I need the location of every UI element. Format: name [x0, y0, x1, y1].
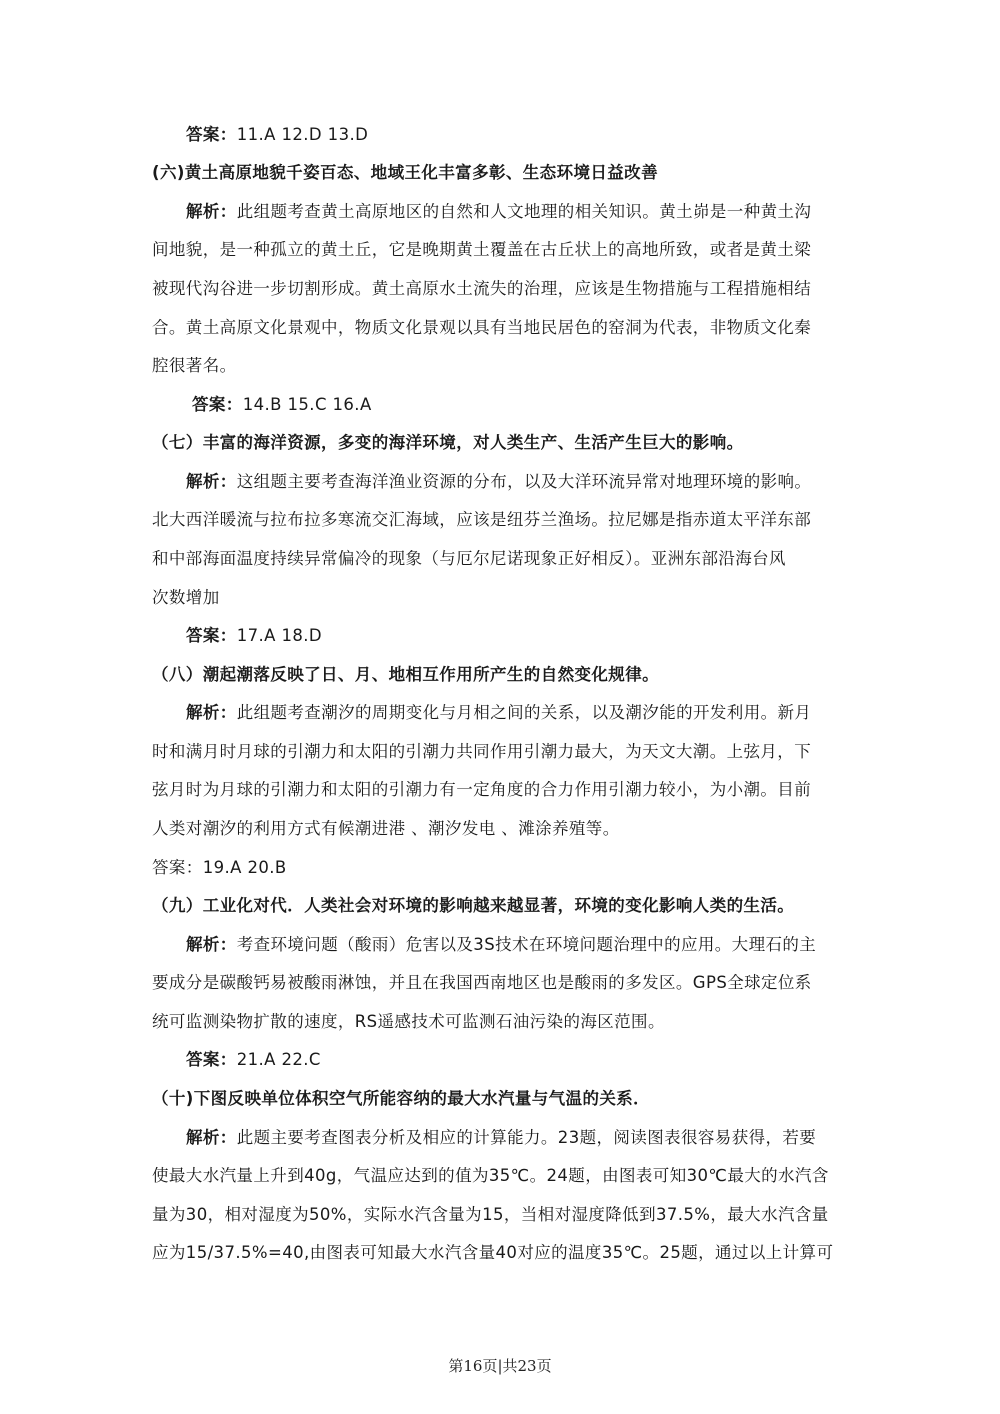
analysis-10-line-1 — [186, 1127, 816, 1149]
analysis-7-line-1 — [186, 471, 811, 493]
analysis-7-line-4: 次数增加 — [152, 588, 220, 607]
analysis-text: 此题主要考查图表分析及相应的计算能力。23题，阅读图表很容易获得，若要 — [236, 1128, 817, 1147]
section-heading-10: （十)下图反映单位体积空气所能容纳的最大水汽量与气温的关系． — [152, 1089, 651, 1108]
analysis-10-line-3: 量为30，相对湿度为50%，实际水汽含量为15，当相对湿度降低到37.5%，最大水汽含量 — [152, 1205, 829, 1224]
analysis-6-line-5: 腔很著名。 — [152, 356, 237, 375]
analysis-label: 解析： — [186, 1128, 237, 1147]
analysis-text: 这组题主要考查海洋渔业资源的分布，以及大洋环流异常对地理环境的影响。 — [236, 472, 812, 491]
analysis-6-line-3: 被现代沟谷进一步切割形成。黄土高原水土流失的治理，应该是生物措施与工程措施相结 — [152, 279, 812, 298]
analysis-6-line-2: 间地貌，是一种孤立的黄土丘，它是晚期黄土覆盖在古丘状上的高地所致，或者是黄土梁 — [152, 240, 812, 259]
answer-text: 17.A 18.D — [236, 626, 323, 645]
answer-line-19-20: 答案：19.A 20.B — [152, 858, 287, 877]
analysis-6-line-4: 合。黄土高原文化景观中，物质文化景观以具有当地民居色的窑洞为代表，非物质文化秦 — [152, 318, 812, 337]
analysis-6-line-1 — [186, 201, 811, 223]
analysis-7-line-3: 和中部海面温度持续异常偏冷的现象（与厄尔尼诺现象正好相反）。亚洲东部沿海台风 — [152, 549, 786, 568]
answer-label: 答案： — [186, 125, 237, 144]
answer-line-14-16 — [192, 394, 372, 416]
analysis-7-line-2: 北大西洋暖流与拉布拉多寒流交汇海域，应该是纽芬兰渔场。拉尼娜是指赤道太平洋东部 — [152, 510, 812, 529]
answer-label: 答案： — [186, 1050, 237, 1069]
analysis-label: 解析： — [186, 703, 237, 722]
analysis-9-line-2: 要成分是碳酸钙易被酸雨淋蚀，并且在我国西南地区也是酸雨的多发区。GPS全球定位系 — [152, 973, 812, 992]
analysis-10-line-4: 应为15/37.5%=40,由图表可知最大水汽含量40对应的温度35℃。25题，通过以上计算可 — [152, 1243, 834, 1262]
section-heading-7: （七）丰富的海洋资源，多变的海洋环境，对人类生产、生活产生巨大的影响。 — [152, 433, 744, 452]
answer-text: 21.A 22.C — [236, 1050, 321, 1069]
section-heading-9: （九）工业化对代．人类社会对环境的影响越来越显著，环境的变化影响人类的生活。 — [152, 896, 795, 915]
answer-line-21-22 — [186, 1049, 321, 1071]
analysis-label: 解析： — [186, 935, 237, 954]
page-footer: 第16页|共23页 — [448, 1357, 552, 1375]
analysis-8-line-3: 弦月时为月球的引潮力和太阳的引潮力有一定角度的合力作用引潮力较小，为小潮。目前 — [152, 780, 812, 799]
answer-text: 14.B 15.C 16.A — [242, 395, 372, 414]
analysis-8-line-4: 人类对潮汐的利用方式有候潮进港 、潮汐发电 、滩涂养殖等。 — [152, 819, 620, 838]
answer-line-17-18 — [186, 625, 322, 647]
analysis-8-line-1 — [186, 702, 811, 724]
section-heading-8: （八）潮起潮落反映了日、月、地相互作用所产生的自然变化规律。 — [152, 665, 659, 684]
analysis-9-line-3: 统可监测染物扩散的速度，RS遥感技术可监测石油污染的海区范围。 — [152, 1012, 665, 1031]
analysis-label: 解析： — [186, 472, 237, 491]
analysis-text: 此组题考查黄土高原地区的自然和人文地理的相关知识。黄土峁是一种黄土沟 — [236, 202, 812, 221]
section-heading-6: (六)黄土高原地貌千姿百态、地域王化丰富多彰、生态环境日益改善 — [152, 163, 658, 182]
analysis-10-line-2: 使最大水汽量上升到40g，气温应达到的值为35℃。24题，由图表可知30℃最大的水汽含 — [152, 1166, 829, 1185]
analysis-label: 解析： — [186, 202, 237, 221]
answer-line-11-13 — [186, 124, 368, 146]
analysis-9-line-1 — [186, 934, 816, 956]
answer-label: 答案： — [186, 626, 237, 645]
answer-text: 11.A 12.D 13.D — [236, 125, 369, 144]
analysis-text: 此组题考查潮汐的周期变化与月相之间的关系，以及潮汐能的开发利用。新月 — [236, 703, 812, 722]
analysis-text: 考查环境问题（酸雨）危害以及3S技术在环境问题治理中的应用。大理石的主 — [236, 935, 817, 954]
answer-label: 答案： — [192, 395, 243, 414]
analysis-8-line-2: 时和满月时月球的引潮力和太阳的引潮力共同作用引潮力最大，为天文大潮。上弦月，下 — [152, 742, 812, 761]
